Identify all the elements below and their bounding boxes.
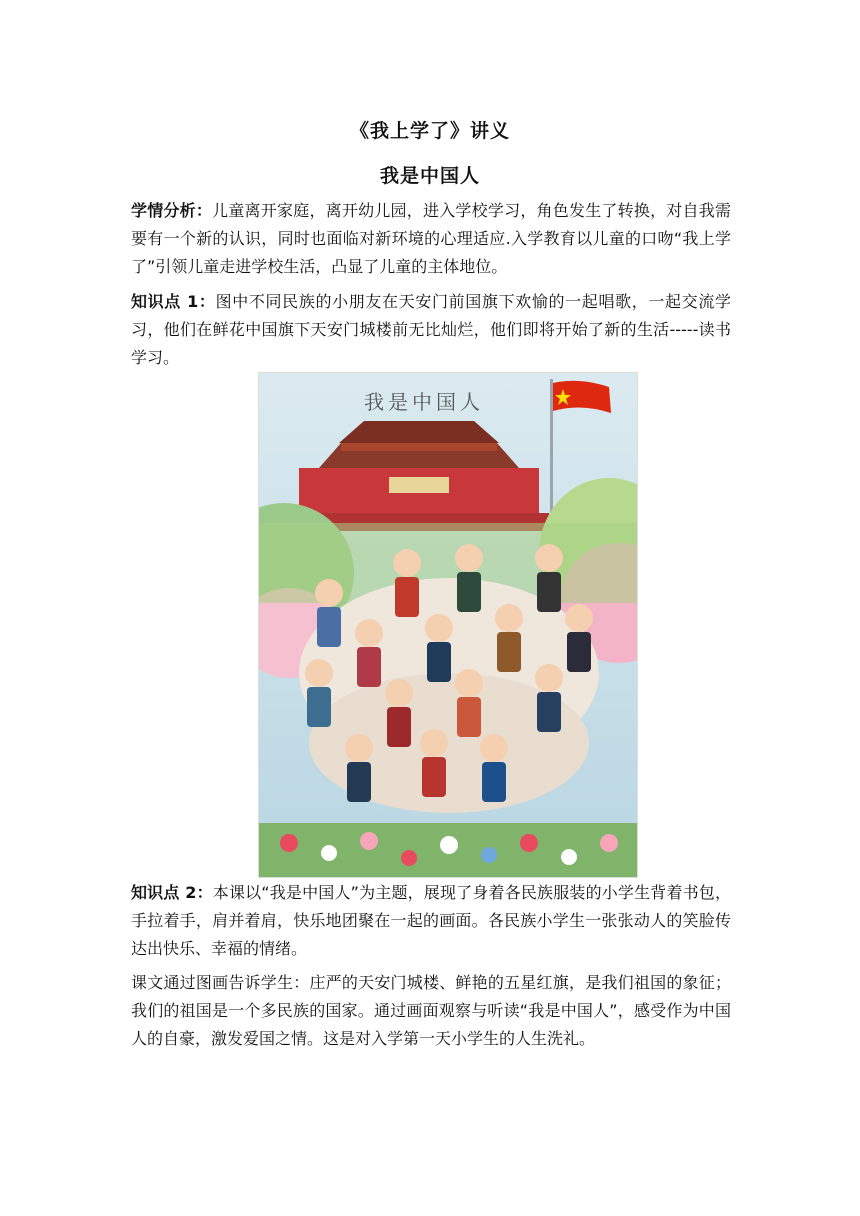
child-outfit [395, 577, 419, 617]
flower [321, 845, 337, 861]
flower [561, 849, 577, 865]
gate-sign [389, 477, 449, 493]
flower [280, 834, 298, 852]
section-knowledge-2 [131, 879, 731, 963]
gate-upper-roof [339, 421, 499, 443]
flower [440, 836, 458, 854]
flower [600, 834, 618, 852]
flower [360, 832, 378, 850]
section-knowledge-1 [131, 288, 731, 372]
child-head [385, 679, 413, 707]
section-label: 学情分析： [131, 201, 213, 220]
document-subtitle: 我是中国人 [379, 165, 480, 187]
child-head [495, 604, 523, 632]
child-head [425, 614, 453, 642]
child-head [455, 669, 483, 697]
section-text: 图中不同民族的小朋友在天安门前国旗下欢愉的一起唱歌，一起交流学习，他们在鲜花中国旗下天安门城楼前无比灿烂，他们即将开始了新的生活-----读书学习。 [131, 292, 731, 367]
illustration-svg [259, 373, 637, 877]
child-outfit [347, 762, 371, 802]
section-text: 课文通过图画告诉学生：庄严的天安门城楼、鲜艳的五星红旗，是我们祖国的象征；我们的祖国是一个多民族的国家。通过画面观察与听读“我是中国人”，感受作为中国人的自豪，激发爱国之情。这是对入学第一天小学生的人生洗礼。 [131, 973, 731, 1048]
section-label: 知识点 1： [131, 292, 216, 311]
child-outfit [307, 687, 331, 727]
section-label: 知识点 2： [131, 883, 213, 902]
child-head [315, 579, 343, 607]
section-text: 儿童离开家庭，离开幼儿园，进入学校学习，角色发生了转换，对自我需要有一个新的认识，同时也面临对新环境的心理适应.入学教育以儿童的口吻“我上学了”引领儿童走进学校生活，凸显了儿童的主体地位。 [131, 201, 731, 276]
child-head [355, 619, 383, 647]
child-head [420, 729, 448, 757]
child-head [535, 544, 563, 572]
flower [481, 847, 497, 863]
child-outfit [422, 757, 446, 797]
child-head [565, 604, 593, 632]
child-head [535, 664, 563, 692]
gate-pillars [341, 443, 497, 451]
child-outfit [482, 762, 506, 802]
child-head [480, 734, 508, 762]
child-head [305, 659, 333, 687]
child-outfit [457, 572, 481, 612]
illustration-caption: 我是中国人 [364, 390, 484, 414]
section-analysis [131, 197, 731, 281]
child-outfit [387, 707, 411, 747]
flower [520, 834, 538, 852]
document-title: 《我上学了》讲义 [349, 120, 510, 142]
child-head [455, 544, 483, 572]
child-outfit [427, 642, 451, 682]
child-head [393, 549, 421, 577]
section-summary [131, 969, 731, 1053]
child-outfit [537, 692, 561, 732]
section-text: 本课以“我是中国人”为主题，展现了身着各民族服装的小学生背着书包，手拉着手，肩并着肩，快乐地团聚在一起的画面。各民族小学生一张张动人的笑脸传达出快乐、幸福的情绪。 [131, 883, 731, 958]
child-outfit [567, 632, 591, 672]
child-outfit [497, 632, 521, 672]
child-outfit [457, 697, 481, 737]
child-outfit [317, 607, 341, 647]
child-outfit [537, 572, 561, 612]
flower [401, 850, 417, 866]
child-outfit [357, 647, 381, 687]
textbook-illustration [258, 372, 638, 878]
child-head [345, 734, 373, 762]
